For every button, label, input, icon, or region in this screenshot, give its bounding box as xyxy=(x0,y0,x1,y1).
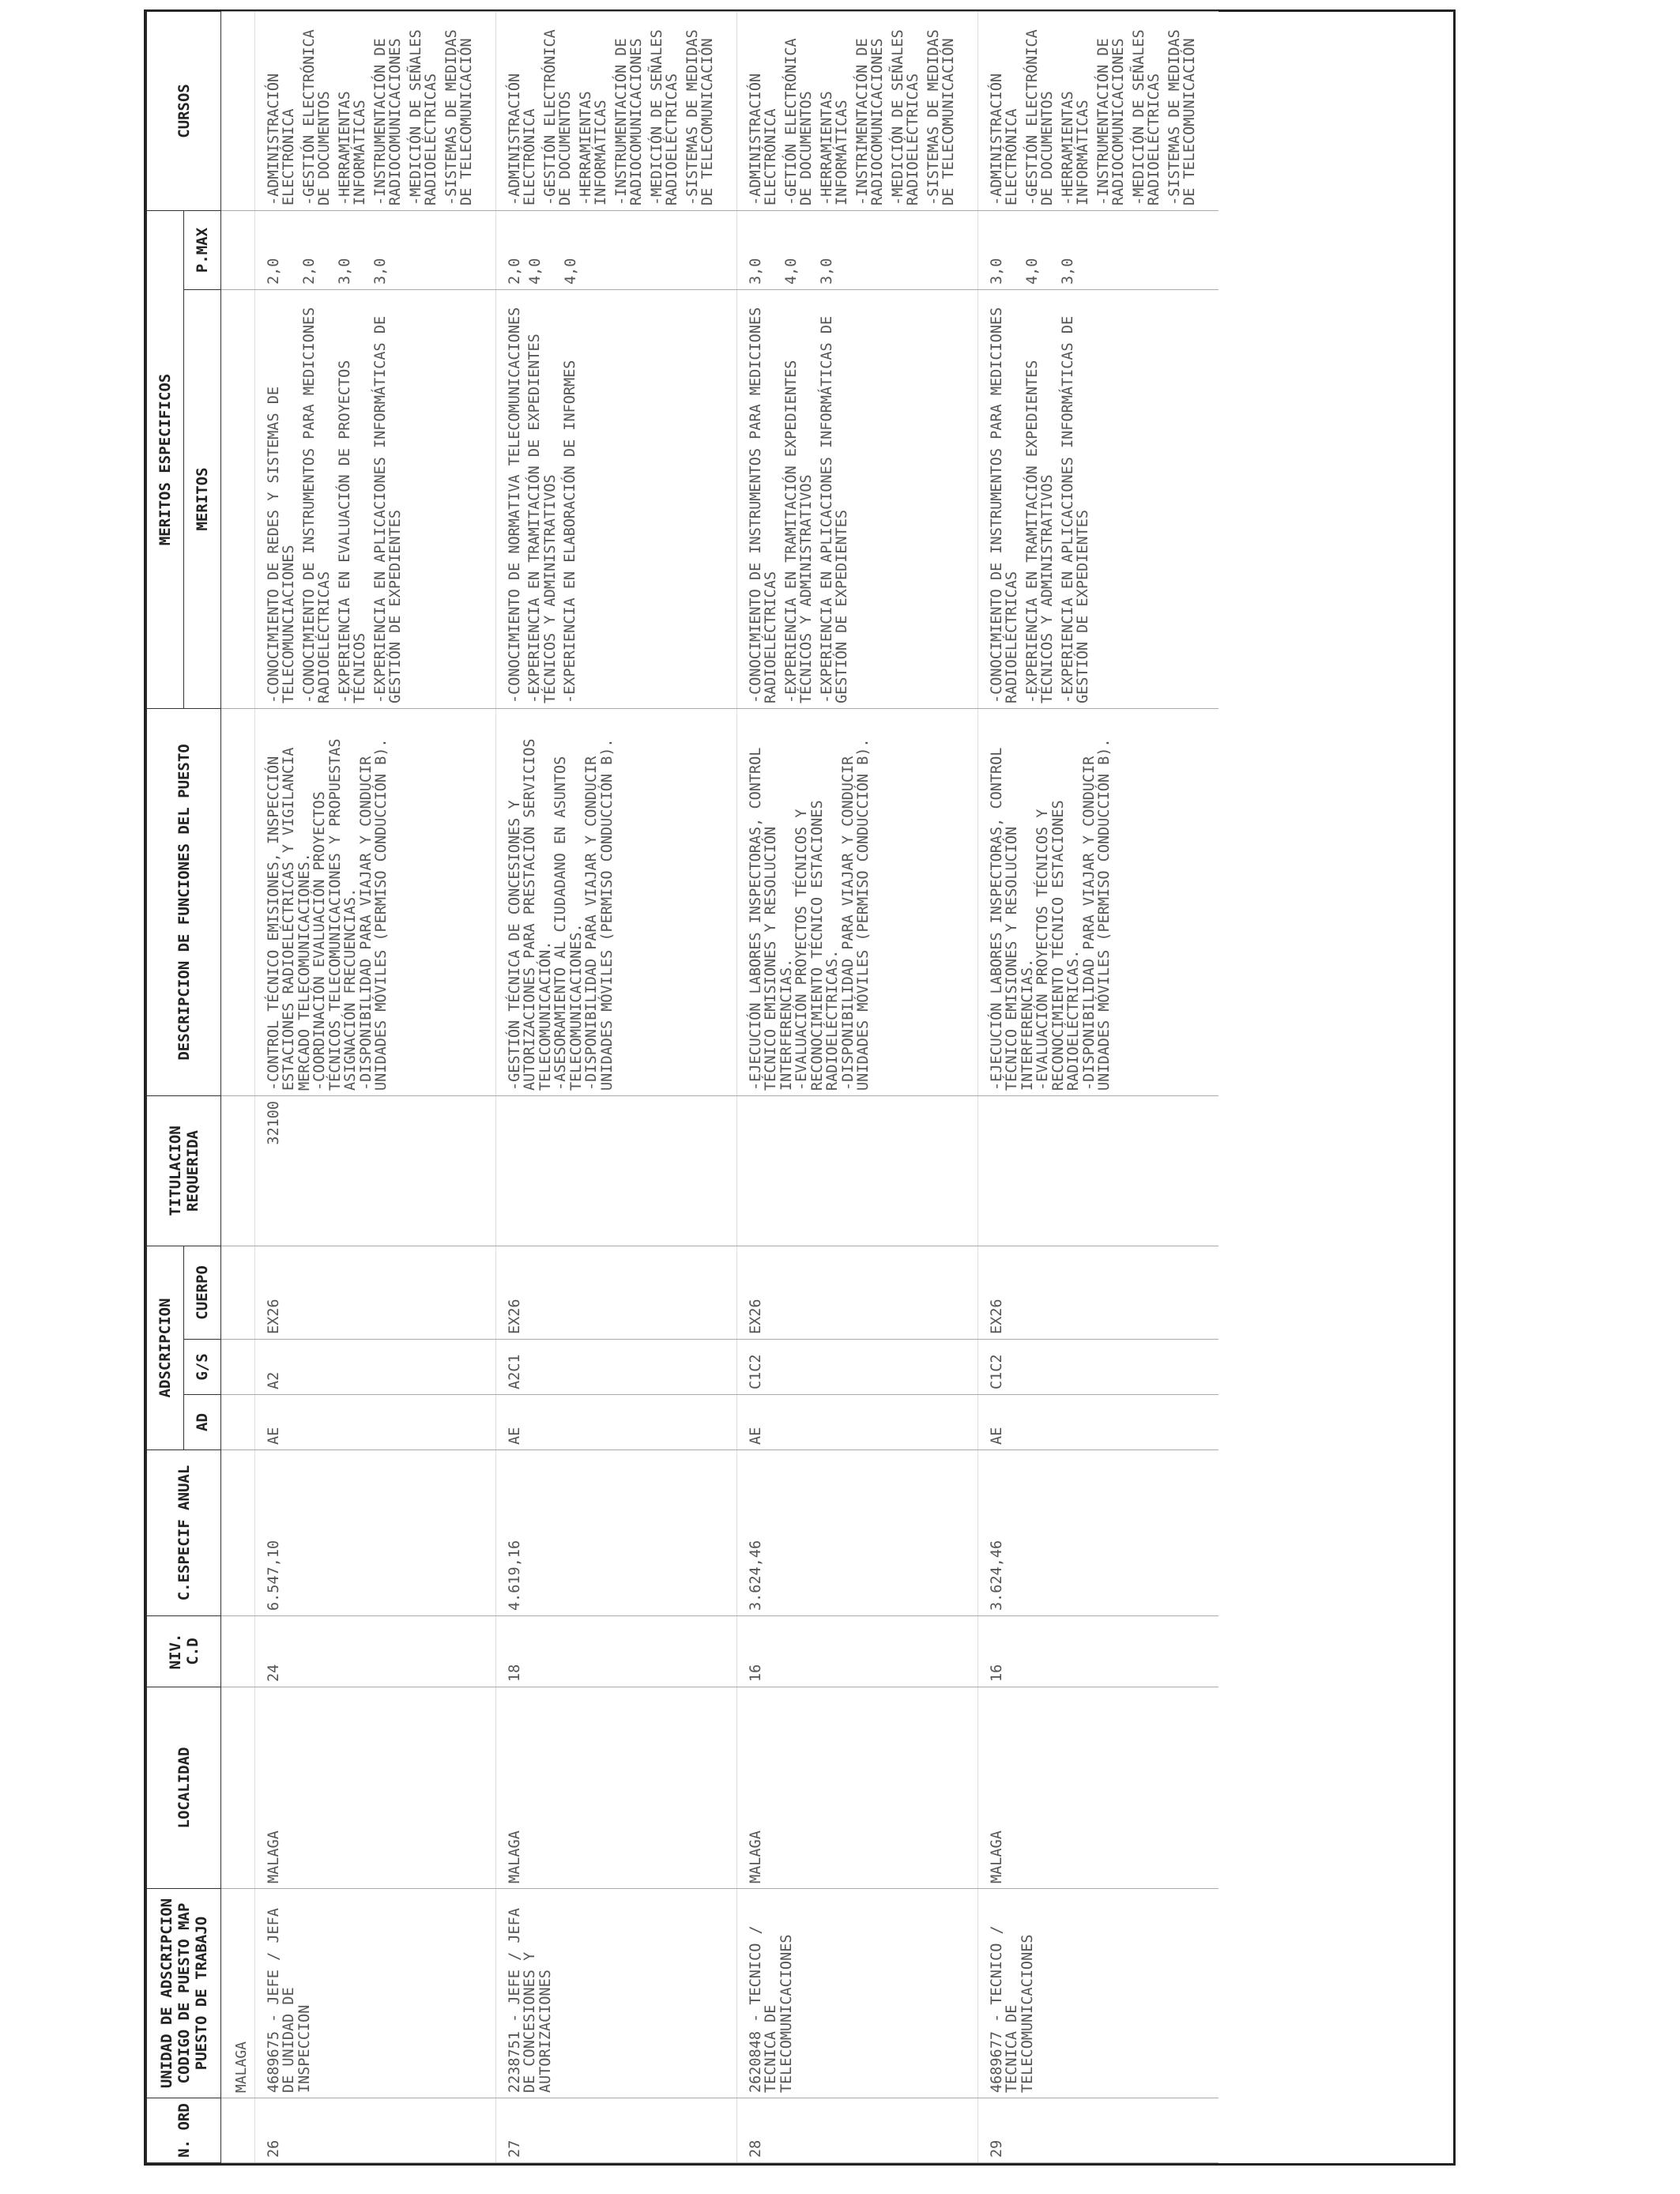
cursos-cell xyxy=(495,11,736,210)
meritos-cell xyxy=(495,289,736,708)
pmax-cell xyxy=(736,210,977,289)
curso-item: -ADMINISTRACIÓN ELECTRÓNICA xyxy=(747,64,779,205)
header-cuerpo: CUERPO xyxy=(184,1246,221,1339)
header-gs: G/S xyxy=(184,1340,221,1395)
curso-item: -HERRAMIENTAS INFORMÁTICAS xyxy=(336,82,368,205)
pmax-cell xyxy=(977,210,1219,289)
merito-text: -CONOCIMIENTO DE NORMATIVA TELECOMUNICACIONES xyxy=(506,307,523,703)
curso-item: -MEDICIÓN DE SEÑALES RADIOELÉCTRICAS xyxy=(889,21,921,205)
merito-pmax: 3,0 xyxy=(747,258,764,285)
c-especif-cell: 6.547,10 xyxy=(254,1450,495,1616)
cuerpo-cell: EX26 xyxy=(495,1246,736,1339)
curso-item: -MEDICIÓN DE SEÑALES RADIOELÉCTRICAS xyxy=(407,21,439,205)
pmax-cell xyxy=(254,210,495,289)
meritos-cell xyxy=(736,289,977,708)
titulacion-cell xyxy=(736,1095,977,1246)
cursos-cell xyxy=(736,11,977,210)
localidad-cell: MALAGA xyxy=(254,1687,495,1889)
merito-text: -EXPERIENCIA EN TRAMITACIÓN EXPEDIENTES TÉCNICOS Y ADMINISTRATIVOS xyxy=(782,351,815,703)
curso-item: -INSTRIMENTACIÓN DE RADIOCOMUNICACIONES xyxy=(853,29,886,205)
header-descripcion: DESCRIPCION DE FUNCIONES DEL PUESTO xyxy=(147,708,221,1095)
curso-item: -GESTIÓN ELECTRÓNICA DE DOCUMENTOS xyxy=(1023,21,1056,205)
curso-item: -ADMINISTRACIÓN ELECTRÓNICA xyxy=(265,64,297,205)
header-meritos-especificos: MERITOS ESPECIFICOS xyxy=(147,210,184,708)
merito-text: -CONOCIMIENTO DE INSTRUMENTOS PARA MEDICIONES RADIOELÉCTRICAS xyxy=(988,298,1020,703)
curso-item: -ADMINISTRACIÓN ELECTRÓNICA xyxy=(988,64,1020,205)
header-pmax: P.MAX xyxy=(184,210,221,289)
cursos-cell xyxy=(254,11,495,210)
c-especif-cell: 4.619,16 xyxy=(495,1450,736,1616)
header-adscripcion: ADSCRIPCION xyxy=(147,1246,184,1449)
document-page xyxy=(144,9,1456,2166)
curso-item: -GETIÓN ELECTRÓNICA DE DOCUMENTOS xyxy=(782,29,815,205)
niv-cell: 16 xyxy=(736,1616,977,1687)
merito-text: -EXPERIENCIA EN APLICACIONES INFORMÁTICAS DE GESTIÓN DE EXPEDIENTES xyxy=(818,307,850,703)
titulacion-cell xyxy=(495,1095,736,1246)
merito-pmax: 3,0 xyxy=(1059,258,1076,285)
rotated-table-container xyxy=(146,12,1453,2163)
curso-item: -GESTIÓN ELECTRÓNICA DE DOCUMENTOS xyxy=(300,21,333,205)
merito-pmax: 3,0 xyxy=(988,258,1005,285)
merito-text: -EXPERIENCIA EN TRAMITACIÓN DE EXPEDIENTES TÉCNICOS Y ADMINISTRATIVOS xyxy=(526,325,559,703)
curso-item: -SISTEMAS DE MEDIDAS DE TELECOMUNICACIÓN xyxy=(925,21,957,205)
titulacion-cell: 32100 xyxy=(254,1095,495,1246)
merito-text: -CONOCIMIENTO DE INSTRUMENTOS PARA MEDICIONES RADIOELÉCTRICAS xyxy=(300,298,333,703)
merito-pmax: 3,0 xyxy=(336,258,353,285)
job-positions-table xyxy=(146,11,1219,2163)
curso-item: -MEDICIÓN DE SEÑALES RADIOELÉCTRICAS xyxy=(1130,21,1162,205)
header-localidad: LOCALIDAD xyxy=(147,1687,221,1889)
gs-cell: A2C1 xyxy=(495,1340,736,1395)
gs-cell: C1C2 xyxy=(977,1340,1219,1395)
merito-pmax: 4,0 xyxy=(562,258,579,285)
header-unidad: UNIDAD DE ADSCRIPCION CODIGO DE PUESTO MAP PUESTO DE TRABAJO xyxy=(147,1889,221,2098)
cuerpo-cell: EX26 xyxy=(977,1246,1219,1339)
curso-item: -SISTEMAS DE MEDIDAS DE TELECOMUNICACIÓN xyxy=(684,21,716,205)
localidad-cell: MALAGA xyxy=(736,1687,977,1889)
puesto-cell: 4689675 - JEFE / JEFA DE UNIDAD DE INSPECCION xyxy=(254,1889,495,2098)
n-ord-cell: 26 xyxy=(254,2098,495,2163)
localidad-cell: MALAGA xyxy=(977,1687,1219,1889)
descripcion-cell: -EJECUCIÓN LABORES INSPECTORAS, CONTROL TÉCNICO EMISIONES Y RESOLUCIÓN INTERFERENCIAS. -EVALUACIÓN PROYECTOS TÉCNICOS Y RECONOCIMIENTO TÉCNICO ESTACIONES RADIOELÉCTRICAS. -DISPONIBILIDAD PARA VIAJAR Y CONDUCIR UNIDADES MÓVILES (PERMISO CONDUCCIÓN B). xyxy=(977,708,1219,1095)
cuerpo-cell: EX26 xyxy=(736,1246,977,1339)
header-n-ord: N. ORD xyxy=(147,2098,221,2163)
c-especif-cell: 3.624,46 xyxy=(977,1450,1219,1616)
curso-item: -GESTIÓN ELECTRÓNICA DE DOCUMENTOS xyxy=(541,21,574,205)
merito-pmax: 4,0 xyxy=(1023,258,1041,285)
table-row xyxy=(977,11,1219,2162)
descripcion-cell: -CONTROL TÉCNICO EMISIONES, INSPECCIÓN ESTACIONES RADIOELÉCTRICAS Y VIGILANCIA MERCADO TELECOMUNICACIONES. -COORDINACIÓN EVALUACIÓN PROYECTOS TÉCNICOS TELECOMUNICACIONES Y PROPUESTAS ASIGNACIÓN FRECUENCIAS. -DISPONIBILIDAD PARA VIAJAR Y CONDUCIR UNIDADES MÓVILES (PERMISO CONDUCCIÓN B). xyxy=(254,708,495,1095)
curso-item: -HERRAMIENTAS INFORMÁTICAS xyxy=(818,82,850,205)
localidad-cell: MALAGA xyxy=(495,1687,736,1889)
meritos-cell xyxy=(977,289,1219,708)
descripcion-cell: -GESTIÓN TÉCNICA DE CONCESIONES Y AUTORIZACIONES PARA PRESTACIÓN SERVICIOS TELECOMUNICACIÓN. -ASESORAMIENTO AL CIUDADANO EN ASUNTOS TELECOMUNICACIONES. -DISPONIBILIDAD PARA VIAJAR Y CONDUCIR UNIDADES MÓVILES (PERMISO CONDUCCIÓN B). xyxy=(495,708,736,1095)
merito-pmax: 4,0 xyxy=(526,258,544,285)
header-titulacion: TITULACION REQUERIDA xyxy=(147,1095,221,1246)
cursos-cell xyxy=(977,11,1219,210)
curso-item: -HERRAMIENTAS INFORMÁTICAS xyxy=(577,82,609,205)
n-ord-cell: 29 xyxy=(977,2098,1219,2163)
merito-pmax: 2,0 xyxy=(265,258,282,285)
ad-cell: AE xyxy=(736,1395,977,1450)
puesto-cell: 2620848 - TECNICO / TECNICA DE TELECOMUNICACIONES xyxy=(736,1889,977,2098)
header-cursos: CURSOS xyxy=(147,11,221,210)
n-ord-cell: 27 xyxy=(495,2098,736,2163)
niv-cell: 16 xyxy=(977,1616,1219,1687)
meritos-cell xyxy=(254,289,495,708)
curso-item: -HERRAMIENTAS INFORMÁTICAS xyxy=(1059,82,1091,205)
merito-pmax: 3,0 xyxy=(818,258,835,285)
merito-pmax: 3,0 xyxy=(371,258,389,285)
ad-cell: AE xyxy=(254,1395,495,1450)
n-ord-cell: 28 xyxy=(736,2098,977,2163)
merito-text: -CONOCIMIENTO DE INSTRUMENTOS PARA MEDICIONES RADIOELÉCTRICAS xyxy=(747,298,779,703)
curso-item: -ADMINISTRACIÓN ELECTRÓNICA xyxy=(506,64,538,205)
group-row xyxy=(221,11,255,2162)
merito-text: -EXPERIENCIA EN TRAMITACIÓN EXPEDIENTES TÉCNICOS Y ADMINISTRATIVOS xyxy=(1023,351,1056,703)
curso-item: -INSTRUMENTACIÓN DE RADIOCOMUNICACIONES xyxy=(371,29,404,205)
ad-cell: AE xyxy=(495,1395,736,1450)
gs-cell: A2 xyxy=(254,1340,495,1395)
merito-pmax: 4,0 xyxy=(782,258,800,285)
header-c-especif: C.ESPECIF ANUAL xyxy=(147,1450,221,1616)
c-especif-cell: 3.624,46 xyxy=(736,1450,977,1616)
table-row xyxy=(254,11,495,2162)
gs-cell: C1C2 xyxy=(736,1340,977,1395)
merito-text: -EXPERIENCIA EN ELABORACIÓN DE INFORMES xyxy=(562,360,578,703)
titulacion-cell xyxy=(977,1095,1219,1246)
merito-pmax: 2,0 xyxy=(506,258,523,285)
curso-item: -SISTEMAS DE MEDIDAS DE TELECOMUNICACIÓN xyxy=(443,21,475,205)
merito-text: -CONOCIMIENTO DE REDES Y SISTEMAS DE TELECOMUNCIACIONES xyxy=(265,377,297,703)
curso-item: -INSTRUMENTACIÓN DE RADIOCOMUNICACIONES xyxy=(1094,29,1127,205)
ad-cell: AE xyxy=(977,1395,1219,1450)
puesto-cell: 4689677 - TECNICO / TECNICA DE TELECOMUNICACIONES xyxy=(977,1889,1219,2098)
pmax-cell xyxy=(495,210,736,289)
group-label: MALAGA xyxy=(221,1889,255,2098)
table-row xyxy=(736,11,977,2162)
merito-text: -EXPERIENCIA EN EVALUACIÓN DE PROYECTOS TÉCNICOS xyxy=(336,351,368,703)
table-row xyxy=(495,11,736,2162)
curso-item: -INSTRUMENTACIÓN DE RADIOCOMUNICACIONES xyxy=(612,29,645,205)
merito-pmax: 2,0 xyxy=(300,258,318,285)
descripcion-cell: -EJECUCIÓN LABORES INSPECTORAS, CONTROL TÉCNICO EMISIONES Y RESOLUCIÓN INTERFERENCIAS. -EVALUACIÓN PROYECTOS TÉCNICOS Y RECONOCIMIENTO TÉCNICO ESTACIONES RADIOELÉCTRICAS. -DISPONIBILIDAD PARA VIAJAR Y CONDUCIR UNIDADES MÓVILES (PERMISO CONDUCCIÓN B). xyxy=(736,708,977,1095)
header-niv: NIV. C.D xyxy=(147,1616,221,1687)
puesto-cell: 2238751 - JEFE / JEFA DE CONCESIONES Y AUTORIZACIONES xyxy=(495,1889,736,2098)
curso-item: -MEDICIÓN DE SEÑALES RADIOELÉCTRICAS xyxy=(648,21,680,205)
niv-cell: 24 xyxy=(254,1616,495,1687)
niv-cell: 18 xyxy=(495,1616,736,1687)
cuerpo-cell: EX26 xyxy=(254,1246,495,1339)
merito-text: -EXPERIENCIA EN APLICACIONES INFORMÁTICAS DE GESTIÓN DE EXPEDIENTES xyxy=(371,307,404,703)
curso-item: -SISTEMAS DE MEDIDAS DE TELECOMUNICACIÓN xyxy=(1166,21,1198,205)
header-ad: AD xyxy=(184,1395,221,1450)
header-meritos: MERITOS xyxy=(184,289,221,708)
table-body xyxy=(221,11,1219,2162)
merito-text: -EXPERIENCIA EN APLICACIONES INFORMÁTICAS DE GESTIÓN DE EXPEDIENTES xyxy=(1059,307,1091,703)
